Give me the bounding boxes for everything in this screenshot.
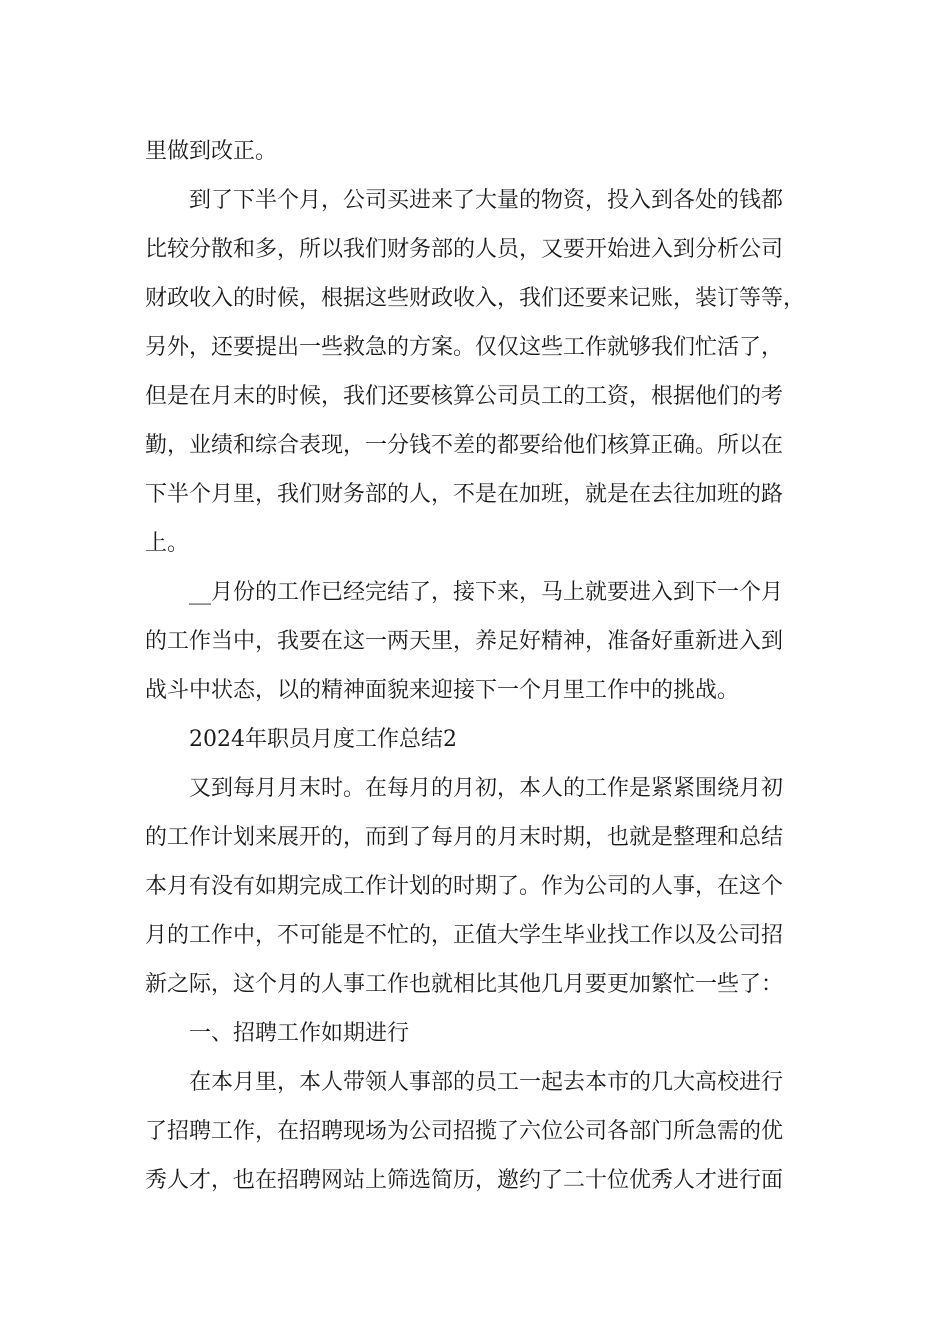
text-line: 比较分散和多，所以我们财务部的人员，又要开始进入到分析公司 — [145, 237, 784, 262]
text-line: 下半个月里，我们财务部的人，不是在加班，就是在去往加班的路 — [145, 482, 784, 507]
paragraph-start: 又到每月月末时。在每月的月初，本人的工作是紧紧围绕月初 — [189, 776, 784, 801]
text-line: 秀人才，也在招聘网站上筛选简历，邀约了二十位优秀人才进行面 — [145, 1168, 784, 1193]
text-line: 了招聘工作，在招聘现场为公司招揽了六位公司各部门所急需的优 — [145, 1119, 784, 1144]
paragraph-start: 到了下半个月，公司买进来了大量的物资，投入到各处的钱都 — [189, 188, 784, 213]
text-line: 的工作当中，我要在这一两天里，养足好精神，准备好重新进入到 — [145, 629, 784, 654]
text-line: 财政收入的时候，根据这些财政收入，我们还要来记账，装订等等， — [145, 286, 806, 311]
subsection-heading: 一、招聘工作如期进行 — [189, 1021, 410, 1046]
section-title: 2024年职员月度工作总结2 — [189, 727, 457, 752]
text-line: 新之际，这个月的人事工作也就相比其他几月要更加繁忙一些了： — [145, 972, 784, 997]
text-line: 勤，业绩和综合表现，一分钱不差的都要给他们核算正确。所以在 — [145, 433, 784, 458]
text-line: 里做到改正。 — [145, 139, 278, 164]
paragraph-start: 在本月里，本人带领人事部的员工一起去本市的几大高校进行 — [189, 1070, 784, 1095]
text-line: 本月有没有如期完成工作计划的时期了。作为公司的人事，在这个 — [145, 874, 784, 899]
text-line: 另外，还要提出一些救急的方案。仅仅这些工作就够我们忙活了， — [145, 335, 784, 360]
text-line: 战斗中状态，以的精神面貌来迎接下一个月里工作中的挑战。 — [145, 678, 740, 703]
text-line: 月的工作中，不可能是不忙的，正值大学生毕业找工作以及公司招 — [145, 923, 784, 948]
text-line: 但是在月末的时候，我们还要核算公司员工的工资，根据他们的考 — [145, 384, 784, 409]
paragraph-start: __月份的工作已经完结了，接下来，马上就要进入到下一个月 — [189, 580, 784, 605]
text-line: 的工作计划来展开的，而到了每月的月末时期，也就是整理和总结 — [145, 825, 784, 850]
text-line: 上。 — [145, 531, 190, 556]
